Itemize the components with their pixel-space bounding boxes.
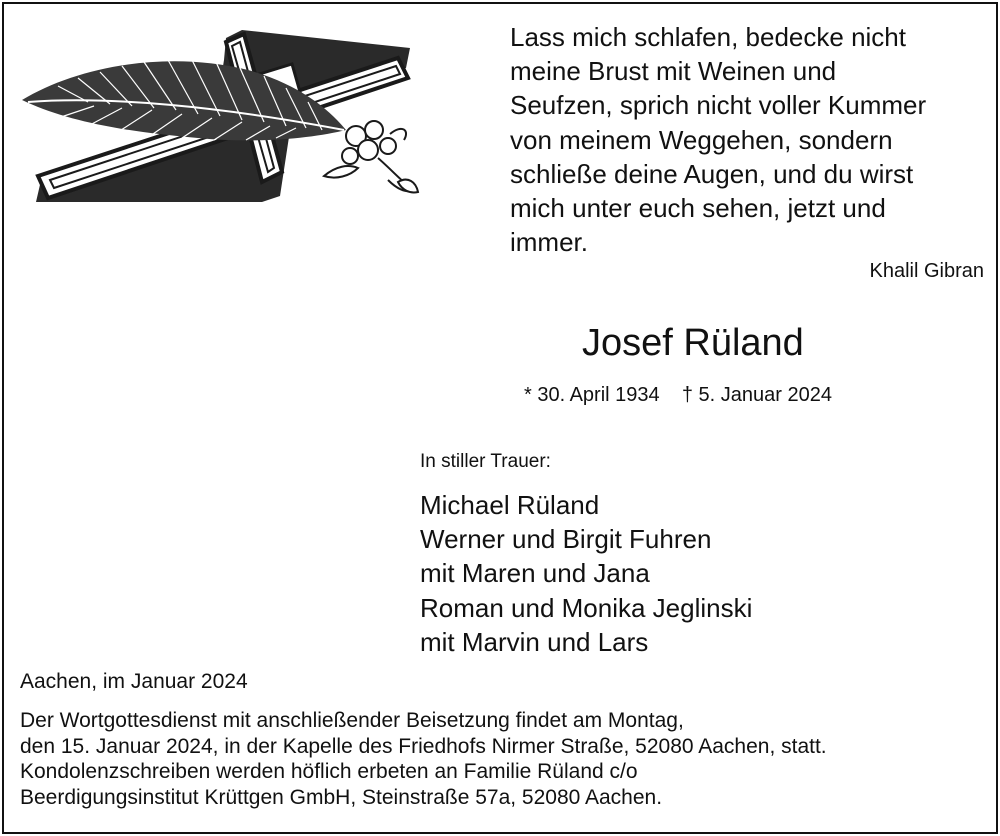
poem-text: Lass mich schlafen, bedecke nicht meine Brust mit Weinen und Seufzen, sprich nicht voller Kummer von meinem Weggehen, sondern schließe deine Augen, und du wirst mich unter euch sehen, jetzt und immer. bbox=[510, 22, 927, 258]
mourners-list: Michael Rüland Werner und Birgit Fuhren mit Maren und Jana Roman und Monika Jeglinski mit Marvin und Lars bbox=[420, 490, 753, 657]
deceased-name: Josef Rüland bbox=[582, 322, 804, 364]
cross-with-palm-branch-icon bbox=[18, 26, 422, 202]
service-info: Der Wortgottesdienst mit anschließender Beisetzung findet am Montag, den 15. Januar 2024, in der Kapelle des Friedhofs Nirmer Straße, 52080 Aachen, statt. Kondolenzschreiben werden höflich erbeten an Familie Rüland c/o Beerdigungsinstitut Krüttgen GmbH, Steinstraße 57a, 52080 Aachen. bbox=[20, 709, 827, 809]
place-date: Aachen, im Januar 2024 bbox=[20, 670, 248, 693]
life-dates: * 30. April 1934 † 5. Januar 2024 bbox=[524, 384, 832, 406]
mourning-label: In stiller Trauer: bbox=[420, 451, 551, 472]
obituary-notice bbox=[2, 2, 998, 834]
poem-author: Khalil Gibran bbox=[869, 260, 984, 282]
